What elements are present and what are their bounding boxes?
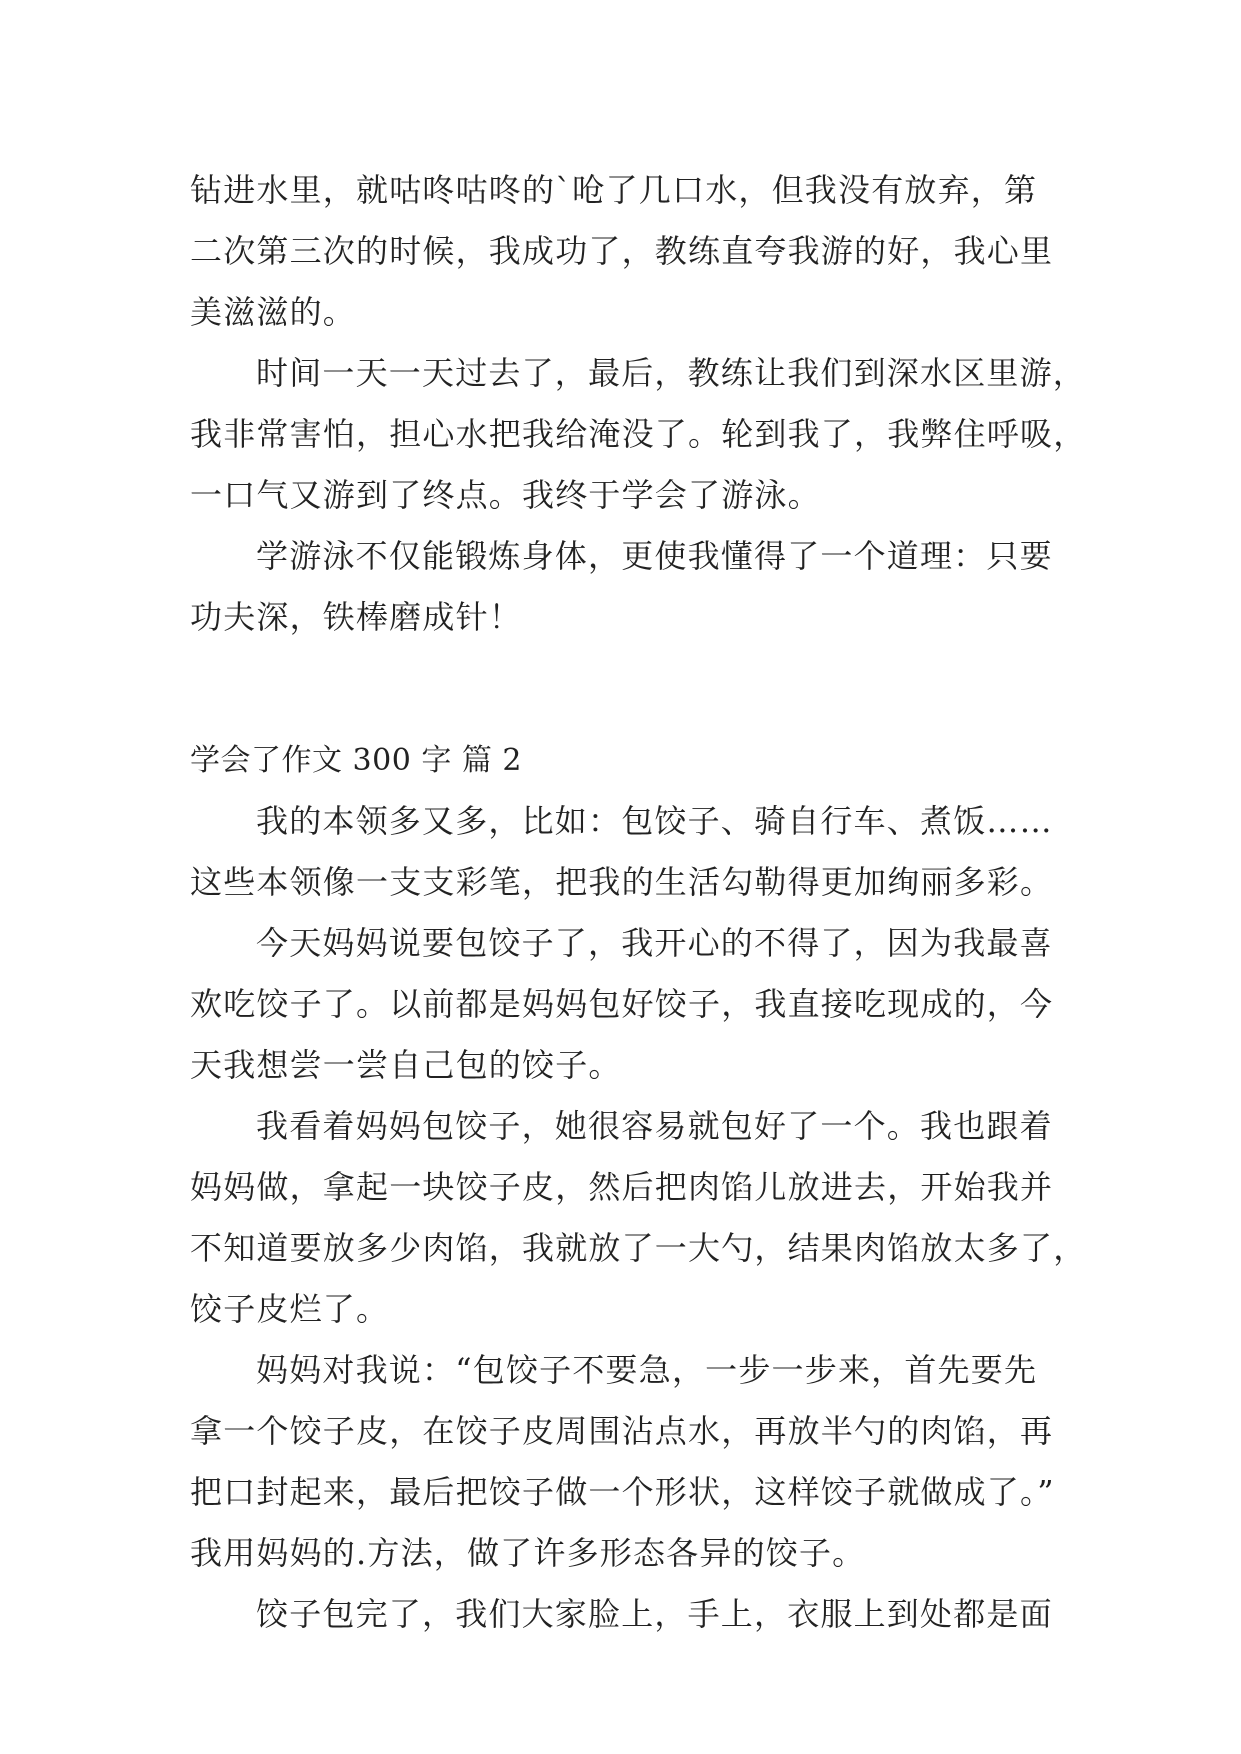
text-line: 美滋滋的。 [190, 293, 357, 331]
text-line: 我看着妈妈包饺子，她很容易就包好了一个。我也跟着 [256, 1107, 1053, 1145]
text-line: 今天妈妈说要包饺子了，我开心的不得了，因为我最喜 [256, 924, 1053, 962]
text-line: 饺子皮烂了。 [190, 1290, 390, 1328]
text-line: 饺子包完了，我们大家脸上，手上，衣服上到处都是面 [256, 1595, 1053, 1633]
paragraph [190, 343, 1087, 526]
text-line: 学游泳不仅能锻炼身体，更使我懂得了一个道理：只要 [256, 537, 1053, 575]
text-line: 一口气又游到了终点。我终于学会了游泳。 [190, 476, 821, 514]
text-line: 功夫深，铁棒磨成针！ [190, 598, 523, 636]
paragraph [190, 913, 1060, 1096]
text-line: 我的本领多又多，比如：包饺子、骑自行车、煮饭…… [256, 802, 1053, 840]
text-line: 拿一个饺子皮，在饺子皮周围沾点水，再放半勺的肉馅，再 [190, 1412, 1054, 1450]
text-line: 天我想尝一尝自己包的饺子。 [190, 1046, 622, 1084]
text-line: 这些本领像一支支彩笔，把我的生活勾勒得更加绚丽多彩。 [190, 863, 1054, 901]
paragraph [190, 791, 1060, 913]
text-line: 把口封起来，最后把饺子做一个形状，这样饺子就做成了。” [190, 1473, 1055, 1511]
text-line: 时间一天一天过去了，最后，教练让我们到深水区里游， [256, 354, 1087, 392]
text-line: 欢吃饺子了。以前都是妈妈包好饺子，我直接吃现成的，今 [190, 985, 1054, 1023]
text-line: 钻进水里，就咕咚咕咚的`呛了几口水，但我没有放弃，第 [190, 171, 1038, 209]
text-line: 我非常害怕，担心水把我给淹没了。轮到我了，我弊住呼吸， [190, 415, 1087, 453]
paragraph [190, 1584, 1060, 1645]
paragraph [190, 1340, 1060, 1584]
section-gap [190, 648, 1060, 730]
text-line: 我用妈妈的.方法，做了许多形态各异的饺子。 [190, 1534, 866, 1572]
text-line: 不知道要放多少肉馅，我就放了一大勺，结果肉馅放太多了， [190, 1229, 1087, 1267]
text-line: 二次第三次的时候，我成功了，教练直夸我游的好，我心里 [190, 232, 1054, 270]
paragraph [190, 160, 1060, 343]
text-line: 妈妈对我说：“包饺子不要急，一步一步来，首先要先 [256, 1351, 1038, 1389]
paragraph [190, 526, 1060, 648]
paragraph [190, 1096, 1087, 1340]
document-body [190, 160, 1087, 1645]
section-heading: 学会了作文 300 字 篇 2 [190, 743, 522, 778]
text-line: 妈妈做，拿起一块饺子皮，然后把肉馅儿放进去，开始我并 [190, 1168, 1054, 1206]
